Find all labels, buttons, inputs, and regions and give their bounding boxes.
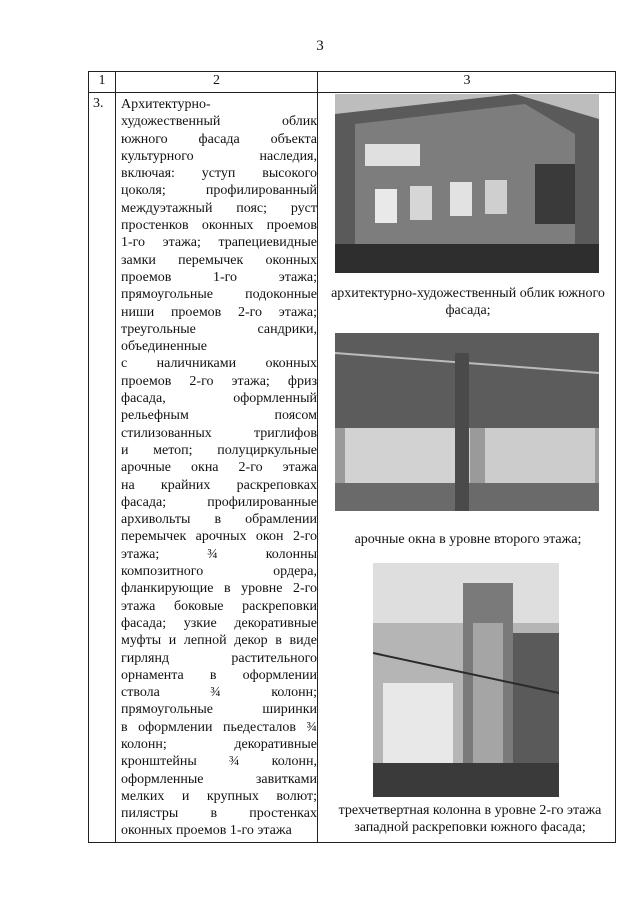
description-line: и метоп; полуциркульные (121, 442, 317, 458)
description-line: перемычек арочных окон 2-го (121, 529, 317, 545)
description-line: стилизованных триглифов (121, 425, 317, 441)
column-photo (373, 563, 559, 797)
description-line: арочные окна 2-го этажа (121, 460, 317, 476)
column-divider (115, 72, 116, 842)
description-line: с наличниками оконных (121, 356, 317, 372)
description-line: архивольты в обрамлении (121, 512, 317, 528)
column-photo-image (373, 563, 559, 797)
facade-photo-caption: архитектурно-художественный облик южного фасада; (331, 286, 605, 318)
row-description (121, 96, 317, 840)
column-header-1: 1 (98, 73, 106, 88)
description-line: художественный облик (121, 114, 317, 130)
header-divider (89, 92, 615, 93)
column-photo-caption: трехчетвертная колонна в уровне 2-го этажа западной раскреповки южного фасада; (338, 803, 602, 835)
description-line: Архитектурно- (121, 97, 211, 112)
description-line: гирлянд растительного (121, 650, 317, 666)
description-line: ниши проемов 2-го этажа; (121, 304, 317, 320)
description-line: фасада; профилированные (121, 494, 317, 510)
description-line: оформленные завитками (121, 771, 317, 787)
description-line: орнамента в оформлении (121, 667, 317, 683)
facade-photo (335, 94, 599, 273)
description-line: композитного ордера, (121, 564, 317, 580)
description-line: прямоугольные подоконные (121, 287, 317, 303)
description-line: оконных проемов 1-го этажа (121, 823, 292, 839)
description-line: включая: уступ высокого (121, 166, 317, 182)
description-line: фасада, оформленный (121, 391, 317, 407)
arched-windows-photo-image (335, 333, 599, 511)
description-line: фланкирующие в уровне 2-го (121, 581, 317, 597)
facade-photo-image (335, 94, 599, 273)
description-line: рельефным поясом (121, 408, 317, 424)
description-line: замки перемычек оконных (121, 252, 317, 268)
description-line: кронштейны ¾ колонн, (121, 754, 317, 770)
arched-windows-photo-caption: арочные окна в уровне второго этажа; (354, 532, 582, 547)
description-line: проемов 1-го этажа; (121, 269, 317, 285)
description-line: муфты и лепной декор в виде (121, 633, 317, 649)
description-line: междуэтажный пояс; руст (121, 200, 317, 216)
description-line: треугольные сандрики, (121, 321, 317, 337)
description-line: мелких и крупных волют; (121, 788, 317, 804)
description-line: прямоугольные ширинки (121, 702, 317, 718)
arched-windows-photo (335, 333, 599, 511)
description-line: колонн; декоративные (121, 736, 317, 752)
description-line: простенков оконных проемов (121, 218, 317, 234)
page-number: 3 (316, 38, 324, 54)
description-line: южного фасада объекта (121, 131, 317, 147)
description-line: ствола ¾ колонн; (121, 685, 317, 701)
column-header-3: 3 (463, 73, 471, 88)
description-line: объединенные (121, 339, 207, 355)
description-line: культурного наследия, (121, 148, 317, 164)
row-number: 3. (93, 96, 104, 111)
description-line: проемов 2-го этажа; фриз (121, 373, 317, 389)
description-line: цоколя; профилированный (121, 183, 317, 199)
description-line: пилястры в простенках (121, 806, 317, 822)
description-line: этажа боковые раскреповки (121, 598, 317, 614)
description-line: в оформлении пьедесталов ¾ (121, 719, 317, 735)
column-divider (317, 72, 318, 842)
description-line: на крайних раскреповках (121, 477, 317, 493)
description-line: 1-го этажа; трапециевидные (121, 235, 317, 251)
column-header-2: 2 (213, 73, 220, 88)
heritage-table (88, 71, 616, 843)
description-line: фасада; узкие декоративные (121, 615, 317, 631)
description-line: этажа; ¾ колонны (121, 546, 317, 562)
